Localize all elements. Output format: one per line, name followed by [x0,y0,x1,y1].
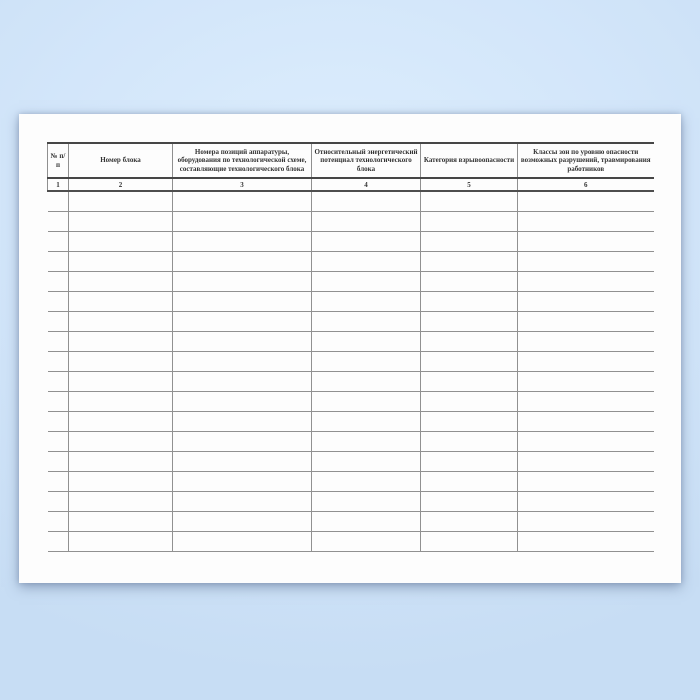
table-cell [48,392,69,412]
table-row [48,312,654,332]
table-cell [48,372,69,392]
table-cell [69,472,173,492]
table-cell [518,512,654,532]
table-row [48,392,654,412]
table-cell [421,312,518,332]
table-row [48,412,654,432]
table-cell [48,412,69,432]
table-cell [69,432,173,452]
table-cell [421,392,518,412]
table-cell [173,252,312,272]
column-number-cell: 5 [421,178,518,191]
table-cell [173,512,312,532]
column-number-cell: 2 [69,178,173,191]
table-cell [69,512,173,532]
table-cell [48,492,69,512]
table-cell [69,492,173,512]
table-row [48,212,654,232]
table-cell [518,472,654,492]
table-row [48,232,654,252]
table-cell [312,512,421,532]
table-cell [421,492,518,512]
table-cell [518,412,654,432]
table-cell [48,292,69,312]
column-number-cell: 6 [518,178,654,191]
column-number-cell: 1 [48,178,69,191]
table-cell [421,292,518,312]
table-cell [518,372,654,392]
table-cell [312,432,421,452]
header-cell-number: № п/п [48,143,69,178]
table-cell [173,292,312,312]
table-cell [312,292,421,312]
table-cell [173,492,312,512]
table-cell [48,252,69,272]
table-cell [69,272,173,292]
header-cell-explosion-category: Категория взрывоопасности [421,143,518,178]
table-row [48,332,654,352]
table-cell [421,352,518,372]
table-cell [69,392,173,412]
table-cell [48,332,69,352]
table-cell [173,532,312,552]
table-cell [173,372,312,392]
table-cell [312,312,421,332]
table-cell [518,432,654,452]
table-body [48,191,654,552]
table-cell [421,432,518,452]
table-cell [48,512,69,532]
table-cell [518,292,654,312]
document-page [19,114,681,583]
column-number-cell: 3 [173,178,312,191]
header-cell-block-number: Номер блока [69,143,173,178]
header-cell-energy-potential: Относительный энергетический потенциал технологического блока [312,143,421,178]
table-cell [312,232,421,252]
table-cell [173,432,312,452]
table-cell [173,272,312,292]
table-cell [518,191,654,212]
table-cell [312,532,421,552]
table-cell [48,452,69,472]
table-cell [312,412,421,432]
table-cell [69,312,173,332]
table-cell [48,352,69,372]
table-cell [69,332,173,352]
table-cell [518,532,654,552]
table-cell [421,512,518,532]
table-row [48,372,654,392]
table-cell [48,232,69,252]
table-cell [173,352,312,372]
column-numbers-row [48,178,654,191]
table-cell [518,352,654,372]
table-cell [173,412,312,432]
table-cell [421,372,518,392]
table-cell [69,412,173,432]
table-cell [421,191,518,212]
table-cell [518,232,654,252]
table-cell [48,472,69,492]
table-cell [312,272,421,292]
table-row [48,191,654,212]
table-cell [312,392,421,412]
table-cell [173,232,312,252]
table-cell [518,392,654,412]
table-cell [312,252,421,272]
table-cell [421,212,518,232]
table-row [48,512,654,532]
table-row [48,452,654,472]
table-cell [312,352,421,372]
table-cell [312,191,421,212]
table-cell [518,312,654,332]
table-row [48,432,654,452]
table-cell [518,492,654,512]
table-cell [421,332,518,352]
table-cell [518,252,654,272]
table-cell [173,392,312,412]
table-header-row [48,143,654,178]
table-cell [69,352,173,372]
table-cell [69,212,173,232]
table-cell [173,452,312,472]
table-cell [421,412,518,432]
table-cell [48,432,69,452]
table-cell [518,332,654,352]
table-row [48,492,654,512]
table-cell [421,532,518,552]
table-cell [421,252,518,272]
table-cell [69,532,173,552]
header-cell-equipment-positions: Номера позиций аппаратуры, оборудования по технологической схеме, составляющие технологического блока [173,143,312,178]
table-cell [312,492,421,512]
table-row [48,472,654,492]
table-cell [69,372,173,392]
header-cell-hazard-zone-classes: Классы зон по уровню опасности возможных разрушений, травмирования работников [518,143,654,178]
table-cell [48,312,69,332]
table-row [48,292,654,312]
table-cell [69,292,173,312]
table-cell [69,252,173,272]
table-row [48,252,654,272]
table-cell [69,191,173,212]
table-cell [421,472,518,492]
blocks-table [47,142,654,552]
table-cell [48,191,69,212]
table-cell [312,472,421,492]
table-cell [173,212,312,232]
table-cell [312,372,421,392]
table-cell [421,272,518,292]
table-cell [48,532,69,552]
table-row [48,272,654,292]
table-cell [173,332,312,352]
table-cell [312,212,421,232]
table-row [48,532,654,552]
table-cell [173,472,312,492]
table-cell [69,452,173,472]
table-cell [421,232,518,252]
table-cell [48,272,69,292]
table-cell [518,452,654,472]
table-cell [518,272,654,292]
table-cell [518,212,654,232]
table-cell [312,332,421,352]
table-cell [69,232,173,252]
column-number-cell: 4 [312,178,421,191]
table-row [48,352,654,372]
table-cell [173,191,312,212]
table-cell [312,452,421,472]
table-cell [421,452,518,472]
table-cell [173,312,312,332]
table-cell [48,212,69,232]
